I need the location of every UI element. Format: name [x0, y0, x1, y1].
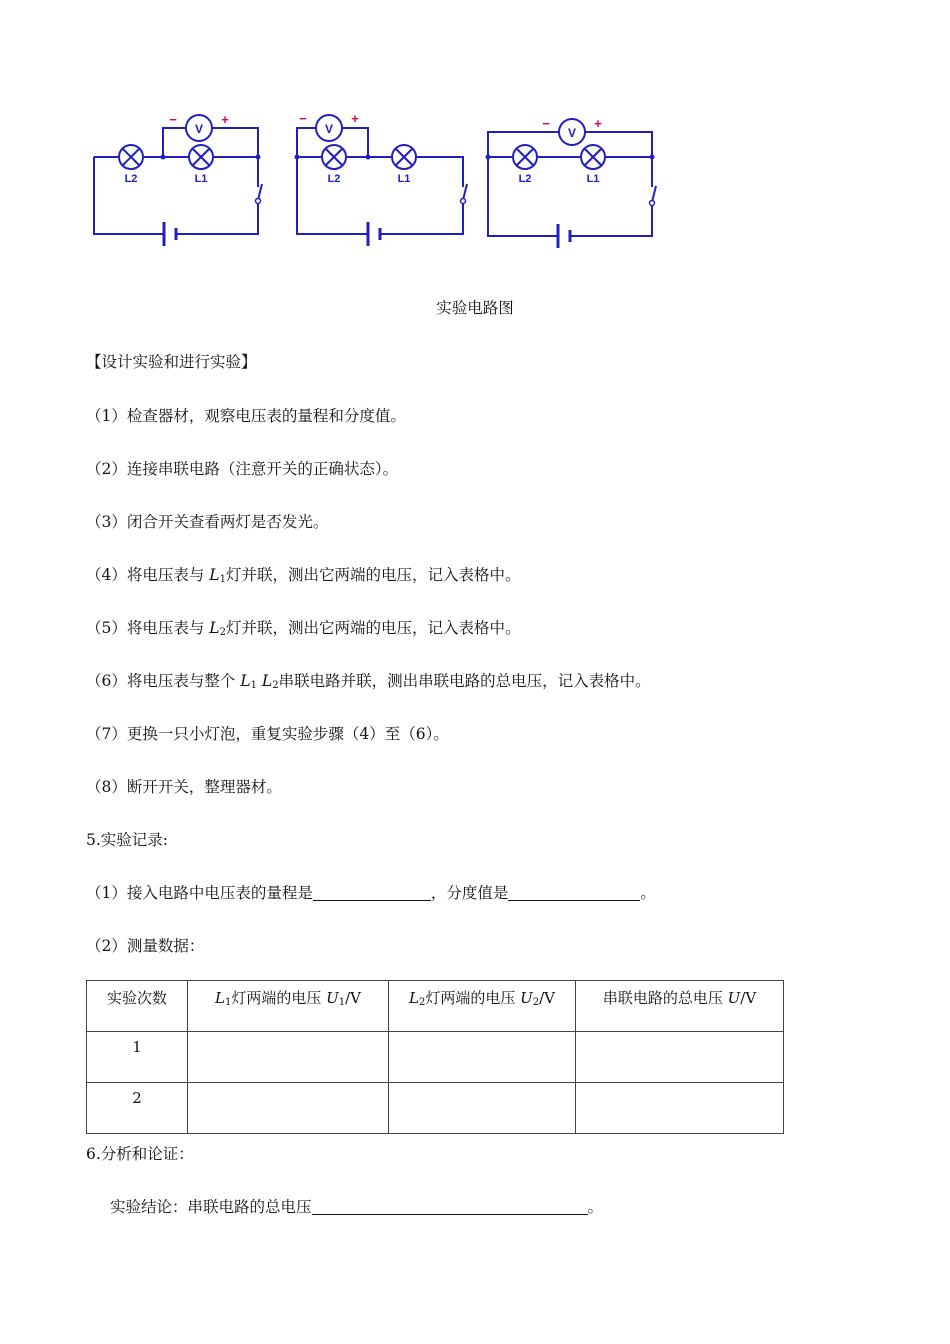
analysis-title: 6.分析和论证： [86, 1145, 194, 1163]
circuit-1 [94, 128, 262, 246]
plus-sign: + [594, 116, 602, 131]
lamp-label-l2: L2 [518, 173, 532, 185]
header-l2-voltage: $L_2$灯两端的电压 $U_2/V$ [389, 981, 576, 1032]
data-table [86, 980, 784, 1134]
division-blank[interactable] [508, 884, 640, 901]
table-cell[interactable] [188, 1083, 389, 1134]
minus-sign: − [299, 112, 307, 126]
header-total-voltage: 串联电路的总电压 U/V [576, 981, 784, 1032]
circuit-3 [488, 132, 656, 248]
circuit-diagrams [86, 112, 676, 252]
table-header-row [87, 981, 784, 1032]
step-6: （6）将电压表与整个 $L_1$ $L_2$串联电路并联，测出串联电路的总电压，记入表格中。 [86, 672, 651, 691]
trial-number: 2 [87, 1083, 188, 1134]
table-cell[interactable] [188, 1032, 389, 1083]
header-trial-count: 实验次数 [87, 981, 188, 1032]
step-1: （1）检查器材，观察电压表的量程和分度值。 [86, 407, 406, 425]
lamp-label-l1: L1 [194, 173, 208, 185]
figure-caption: 实验电路图 [436, 299, 514, 317]
lamp-label-l1: L1 [586, 173, 600, 185]
range-question: （1）接入电路中电压表的量程是 ，分度值是 。 [86, 884, 656, 902]
minus-sign: − [542, 116, 550, 131]
conclusion-line: 实验结论：串联电路的总电压 。 [110, 1198, 604, 1216]
lamp-label-l2: L2 [124, 173, 138, 185]
step-2: （2）连接串联电路（注意开关的正确状态）。 [86, 460, 399, 478]
table-row [87, 1032, 784, 1083]
lamp-label-l2: L2 [327, 173, 341, 185]
table-cell[interactable] [389, 1032, 576, 1083]
lamp-label-l1: L1 [397, 173, 411, 185]
table-row [87, 1083, 784, 1134]
measure-title: （2）测量数据： [86, 937, 205, 955]
table-cell[interactable] [576, 1083, 784, 1134]
minus-sign: − [169, 112, 177, 127]
range-blank[interactable] [313, 884, 431, 901]
step-3: （3）闭合开关查看两灯是否发光。 [86, 513, 329, 531]
trial-number: 1 [87, 1032, 188, 1083]
record-title: 5.实验记录: [86, 831, 169, 849]
conclusion-blank[interactable] [312, 1198, 588, 1215]
voltmeter-symbol: V [194, 122, 204, 136]
section-heading: 【设计实验和进行实验】 [86, 353, 257, 371]
table-cell[interactable] [389, 1083, 576, 1134]
header-l1-voltage: $L_1$灯两端的电压 $U_1/V$ [188, 981, 389, 1032]
plus-sign: + [221, 112, 229, 127]
plus-sign: + [351, 112, 359, 126]
table-cell[interactable] [576, 1032, 784, 1083]
circuit-2 [297, 128, 467, 246]
voltmeter-symbol: V [567, 126, 577, 140]
voltmeter-symbol: V [324, 122, 334, 136]
step-8: （8）断开开关，整理器材。 [86, 778, 282, 796]
step-4: （4）将电压表与 $L_1$灯并联，测出它两端的电压，记入表格中。 [86, 566, 521, 585]
step-5: （5）将电压表与 $L_2$灯并联，测出它两端的电压，记入表格中。 [86, 619, 521, 638]
step-7: （7）更换一只小灯泡，重复实验步骤（4）至（6）。 [86, 725, 449, 743]
